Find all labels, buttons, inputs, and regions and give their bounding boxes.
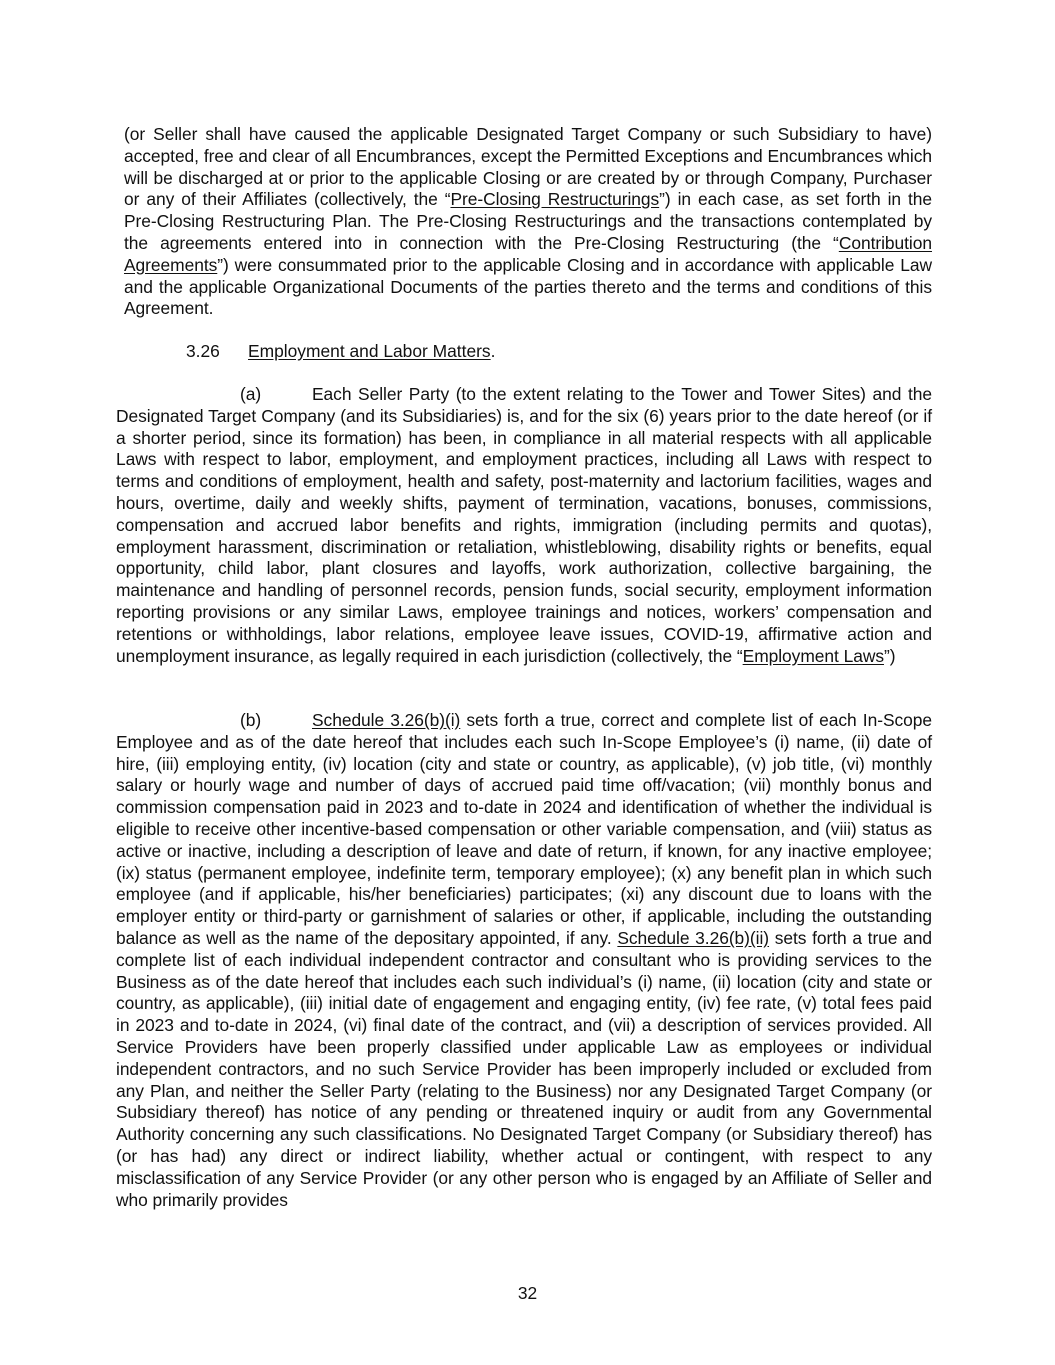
section-title-suffix: . — [490, 341, 496, 361]
paragraph-b — [116, 710, 932, 1211]
intro-text-2: ”) in each case, as set forth in the Pre-Closing Restructuring Plan. The Pre-Closing Restructurings and the transactions contemplated by the agreements entered into in connection with the Pre-Closing Restructuring (the “ — [124, 189, 932, 253]
section-heading — [186, 341, 495, 363]
paragraph-a-text-1: Each Seller Party (to the extent relating to the Tower and Tower Sites) and the Designated Target Company (and its Subsidiaries) is, and for the six (6) years prior to the date hereof (or if a shorter period, since its formation) has been, in compliance in all material respects with all applicable Laws with respect to labor, employment, and employment practices, including all Laws with respect to terms and conditions of employment, health and safety, post-maternity and lactorium facilities, wages and hours, overtime, daily and weekly shifts, payment of termination, vacations, bonuses, commissions, compensation and accrued labor benefits and rights, immigration (including permits and quotas), employment harassment, discrimination or retaliation, whistleblowing, disability rights or benefits, equal opportunity, child labor, plant closures and layoffs, work authorization, collective bargaining, the maintenance and handling of personnel records, pension funds, social security, employment information reporting provisions or any similar Laws, employee trainings and notices, workers’ compensation and retentions or withholdings, labor relations, employee leave issues, COVID-19, affirmative action and unemployment insurance, as legally required in each jurisdiction (collectively, the “ — [116, 384, 932, 666]
paragraph-b-text-2: sets forth a true and complete list of each individual independent contractor and consultant who is providing services to the Business as of the date hereof that includes each such individual’s (i) name, (ii) location (city and state or country, as applicable), (iii) initial date of engagement and engaging entity, (iv) fee rate, (v) total fees paid in 2023 and to-date in 2024, (vi) final date of the contract, and (vii) a description of services provided. All Service Providers have been properly classified under applicable Law as employees or individual independent contractors, and no such Service Provider has been improperly included or excluded from any Plan, and neither the Seller Party (relating to the Business) nor any Designated Target Company (or Subsidiary thereof) has notice of any pending or threatened inquiry or audit from any Governmental Authority concerning any such classifications. No Designated Target Company (or Subsidiary thereof) has (or has had) any direct or indirect liability, whether actual or contingent, with respect to any misclassification of any Service Provider (or any other person who is engaged by an Affiliate of Seller and who primarily provides — [116, 927, 932, 1210]
paragraph-a-text-2: ”) — [883, 645, 896, 666]
intro-text-3: ”) were consummated prior to the applicable Closing and in accordance with applicable Law and the applicable Organizational Documents of the parties thereto and the terms and conditions of this Agreement. — [124, 254, 932, 319]
schedule-reference-b-ii: Schedule 3.26(b)(ii) — [617, 927, 770, 948]
paragraph-b-label: (b) — [240, 710, 262, 730]
defined-term-employment-laws: Employment Laws — [742, 645, 884, 666]
defined-term-pre-closing-restructurings: Pre-Closing Restructurings — [450, 189, 660, 210]
paragraph-b-text-1: sets forth a true, correct and complete list of each In-Scope Employee and as of the date hereof that includes each such In-Scope Employee’s (i) name, (ii) date of hire, (iii) employing entity, (iv) location (city and state or country, as applicable), (v) job title, (vi) monthly salary or hourly wage and number of days of accrued paid time off/vacation; (vii) monthly bonus and commission compensation paid in 2023 and to-date in 2024 and identification of whether the individual is eligible to receive other incentive-based compensation or other variable compensation, and (viii) status as active or inactive, including a description of leave and date of return, if known, for any inactive employee; (ix) status (permanent employee, indefinite term, temporary employee); (x) any benefit plan in which such employee (and if applicable, his/her beneficiaries) participates; (xi) any discount due to loans with the employer entity or third-party or garnishment of salaries or other, if applicable, including the outstanding balance as well as the name of the depositary appointed, if any. — [116, 710, 933, 948]
section-title: Employment and Labor Matters — [248, 341, 491, 361]
intro-paragraph — [124, 124, 932, 320]
paragraph-a-label: (a) — [240, 384, 262, 404]
intro-text-1: (or Seller shall have caused the applicable Designated Target Company or such Subsidiary to have) accepted, free and clear of all Encumbrances, except the Permitted Exceptions and Encumbrances which will be discharged at or prior to the applicable Closing or are created by or through Company, Purchaser or any of their Affiliates (collectively, the “ — [124, 124, 932, 210]
schedule-reference-b-i: Schedule 3.26(b)(i) — [312, 710, 461, 730]
defined-term-contribution-agreements: Contribution Agreements — [124, 232, 932, 275]
section-number: 3.26 — [186, 341, 220, 361]
paragraph-a — [116, 384, 932, 667]
page-number: 32 — [517, 1283, 538, 1303]
